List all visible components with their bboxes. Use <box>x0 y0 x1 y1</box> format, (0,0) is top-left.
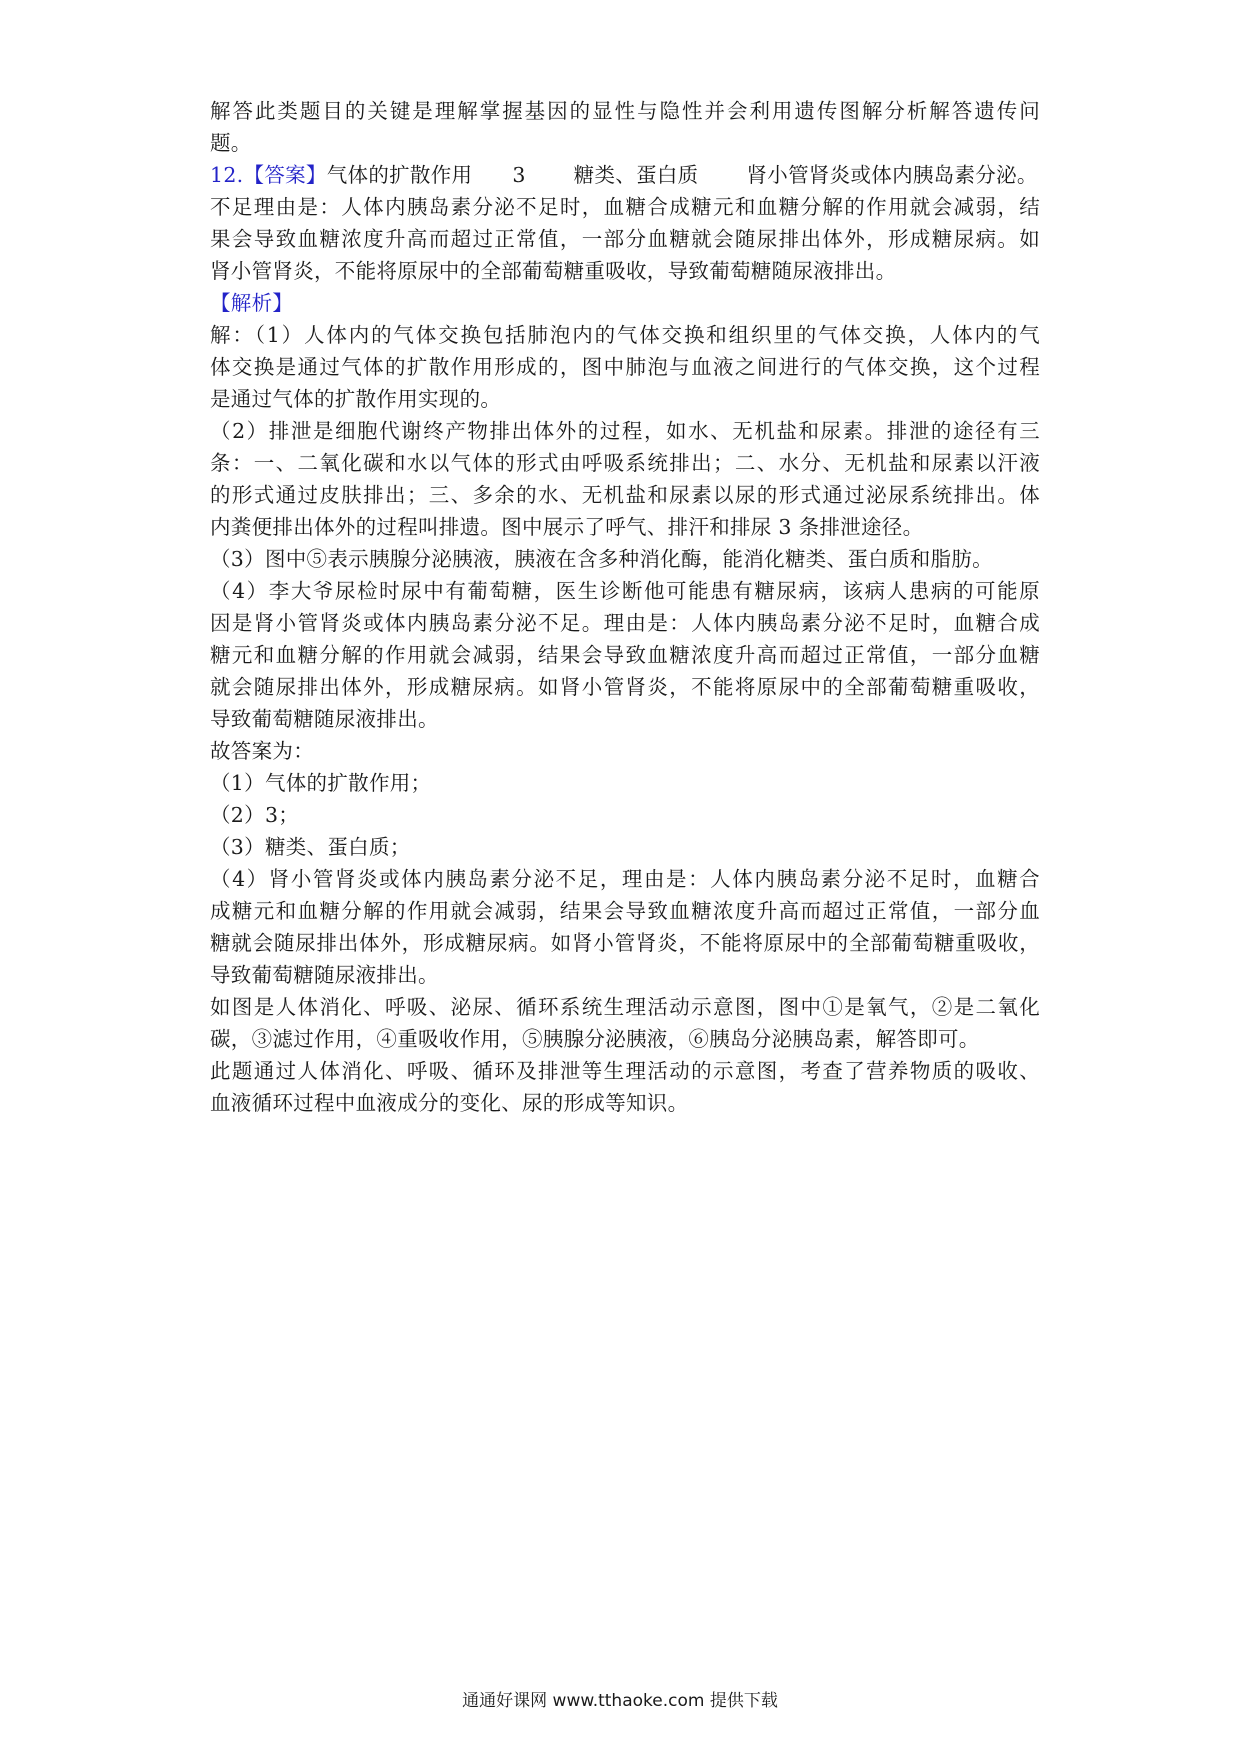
document-body <box>210 95 1040 1119</box>
text-line: （3）图中⑤表示胰腺分泌胰液，胰液在含多种消化酶，能消化糖类、蛋白质和脂肪。 <box>210 547 993 571</box>
text-line: （2）3； <box>210 803 300 827</box>
text-line: （1）气体的扩散作用； <box>210 771 432 795</box>
text-line: 导致葡萄糖随尿液排出。 <box>210 707 439 731</box>
text-line: 故答案为： <box>210 739 314 763</box>
answer-part-2: 3 <box>512 163 526 187</box>
answer-tag: 【答案】 <box>243 163 327 187</box>
text-line: 的形式通过皮肤排出；三、多余的水、无机盐和尿素以尿的形式通过泌尿系统排出。体 <box>210 483 1040 507</box>
text-line: 导致葡萄糖随尿液排出。 <box>210 963 439 987</box>
text-line: 果会导致血糖浓度升高而超过正常值，一部分血糖就会随尿排出体外，形成糖尿病。如 <box>210 227 1040 251</box>
text-line: 成糖元和血糖分解的作用就会减弱，结果会导致血糖浓度升高而超过正常值，一部分血 <box>210 899 1040 923</box>
text-line: 内粪便排出体外的过程叫排遗。图中展示了呼气、排汗和排尿 3 条排泄途径。 <box>210 515 924 539</box>
question-number: 12. <box>210 163 244 187</box>
analysis-tag: 【解析】 <box>210 291 294 315</box>
text-line: 解：（1）人体内的气体交换包括肺泡内的气体交换和组织里的气体交换，人体内的气 <box>210 323 1040 347</box>
text-line: 血液循环过程中血液成分的变化、尿的形成等知识。 <box>210 1091 689 1115</box>
text-line: （3）糖类、蛋白质； <box>210 835 411 859</box>
answer-line <box>210 159 1040 191</box>
page-footer: 通通好课网 www.tthaoke.com 提供下载 <box>462 1691 778 1711</box>
text-line: 体交换是通过气体的扩散作用形成的，图中肺泡与血液之间进行的气体交换，这个过程 <box>210 355 1040 379</box>
text-line: 就会随尿排出体外，形成糖尿病。如肾小管肾炎，不能将原尿中的全部葡萄糖重吸收， <box>210 675 1040 699</box>
text-line: 题。 <box>210 131 252 155</box>
text-line: 此题通过人体消化、呼吸、循环及排泄等生理活动的示意图，考查了营养物质的吸收、 <box>210 1059 1040 1083</box>
text-line: 是通过气体的扩散作用实现的。 <box>210 387 502 411</box>
answer-part-4: 肾小管肾炎或体内胰岛素分泌。 <box>746 163 1038 187</box>
text-line: （2）排泄是细胞代谢终产物排出体外的过程，如水、无机盐和尿素。排泄的途径有三 <box>210 419 1040 443</box>
answer-part-3: 糖类、蛋白质 <box>573 163 699 187</box>
text-line: （4）肾小管肾炎或体内胰岛素分泌不足，理由是：人体内胰岛素分泌不足时，血糖合 <box>210 867 1040 891</box>
text-line: 糖元和血糖分解的作用就会减弱，结果会导致血糖浓度升高而超过正常值，一部分血糖 <box>210 643 1040 667</box>
text-line: （4）李大爷尿检时尿中有葡萄糖，医生诊断他可能患有糖尿病，该病人患病的可能原 <box>210 579 1040 603</box>
text-line: 解答此类题目的关键是理解掌握基因的显性与隐性并会利用遗传图解分析解答遗传问 <box>210 99 1040 123</box>
text-line: 如图是人体消化、呼吸、泌尿、循环系统生理活动示意图，图中①是氧气，②是二氧化 <box>210 995 1040 1019</box>
text-line: 糖就会随尿排出体外，形成糖尿病。如肾小管肾炎，不能将原尿中的全部葡萄糖重吸收， <box>210 931 1040 955</box>
text-line: 肾小管肾炎，不能将原尿中的全部葡萄糖重吸收，导致葡萄糖随尿液排出。 <box>210 259 897 283</box>
text-line: 条：一、二氧化碳和水以气体的形式由呼吸系统排出；二、水分、无机盐和尿素以汗液 <box>210 451 1040 475</box>
text-line: 因是肾小管肾炎或体内胰岛素分泌不足。理由是：人体内胰岛素分泌不足时，血糖合成 <box>210 611 1040 635</box>
text-line: 不足理由是：人体内胰岛素分泌不足时，血糖合成糖元和血糖分解的作用就会减弱，结 <box>210 195 1040 219</box>
answer-part-1: 气体的扩散作用 <box>326 163 473 187</box>
text-line: 碳，③滤过作用，④重吸收作用，⑤胰腺分泌胰液，⑥胰岛分泌胰岛素，解答即可。 <box>210 1027 980 1051</box>
